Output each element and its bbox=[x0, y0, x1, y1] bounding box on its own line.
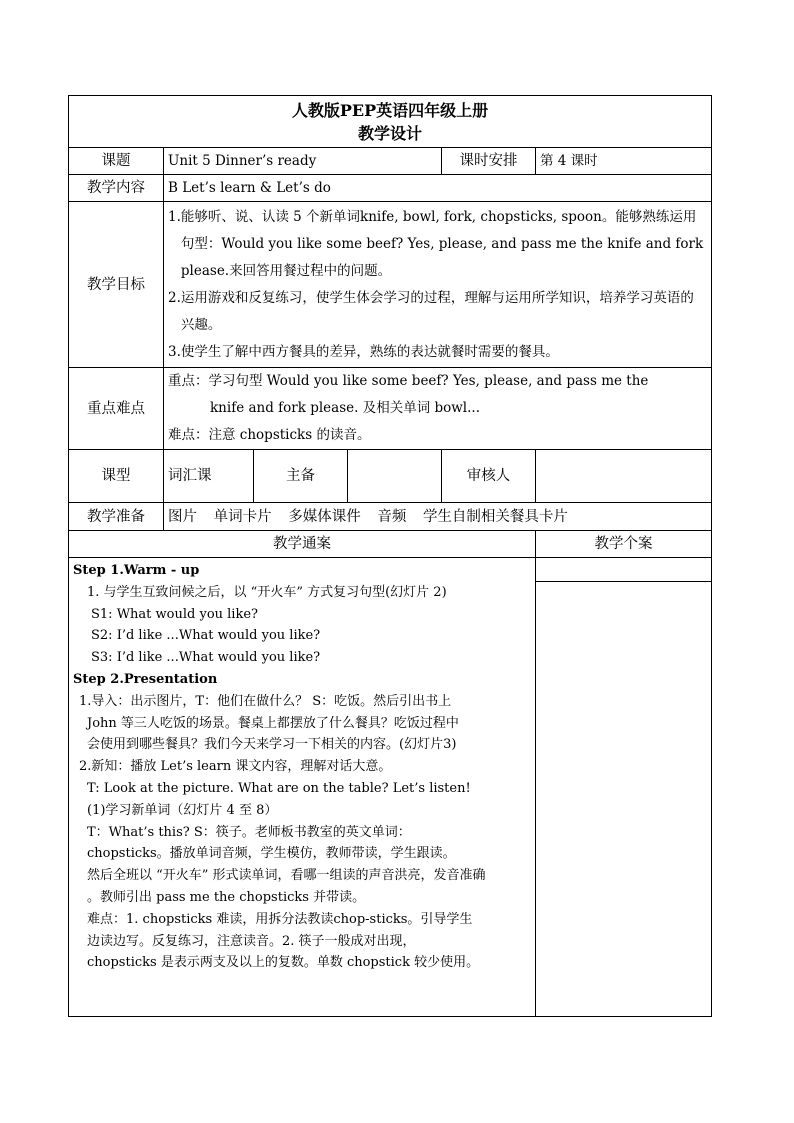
process-line: chopsticks 是表示两支及以上的复数。单数 chopstick 较少使用。 bbox=[87, 955, 480, 971]
lead-teacher-value bbox=[348, 450, 442, 503]
lesson-plan-table bbox=[68, 95, 712, 1017]
process-line: 2.新知：播放 Let’s learn 课文内容，理解对话大意。 bbox=[79, 759, 392, 775]
key-points-label: 重点难点 bbox=[69, 368, 164, 450]
goal-number: 1. bbox=[168, 208, 181, 225]
goal-text: 使学生了解中西方餐具的差异，熟练的表达就餐时需要的餐具。 bbox=[180, 343, 559, 360]
goal-text: 能够听、说、认读 5 个新单词knife, bowl, fork, chopsticks, spoon。能够熟练运用句型：Would you like some beef? Yes, please, and pass me the knife and fork please.来回答用餐过程中的问题。 bbox=[180, 208, 704, 279]
prep-label: 教学准备 bbox=[69, 503, 164, 531]
goal-item bbox=[168, 204, 707, 285]
goal-number: 2. bbox=[168, 289, 181, 306]
prep-item: 音频 bbox=[377, 508, 407, 525]
process-line: S2: I’d like ...What would you like? bbox=[91, 628, 321, 644]
document-title bbox=[69, 96, 712, 148]
difficulty-line: 难点：注意 chopsticks 的读音。 bbox=[168, 427, 371, 443]
goals-label: 教学目标 bbox=[69, 202, 164, 368]
goal-text: 运用游戏和反复练习，使学生体会学习的过程，理解与运用所学知识，培养学习英语的兴趣。 bbox=[180, 289, 694, 333]
title-line-1: 人教版PEP英语四年级上册 bbox=[291, 100, 489, 120]
reviewer-value bbox=[536, 450, 712, 503]
process-line: 然后全班以 “开火车” 形式读单词，看哪一组读的声音洪亮，发音准确 bbox=[87, 868, 486, 884]
prep-item: 学生自制相关餐具卡片 bbox=[422, 508, 568, 525]
goal-item bbox=[168, 339, 707, 366]
process-line: (1)学习新单词（幻灯片 4 至 8） bbox=[87, 802, 278, 818]
process-line: 难点：1. chopsticks 难读，用拆分法教读chop-sticks。引导学生 bbox=[87, 911, 473, 927]
prep-item: 图片 bbox=[168, 508, 197, 525]
topic-value: Unit 5 Dinner’s ready bbox=[164, 148, 442, 175]
prep-item: 单词卡片 bbox=[213, 508, 272, 525]
process-line: John 等三人吃饭的场景。餐桌上都摆放了什么餐具？吃饭过程中 bbox=[87, 715, 459, 731]
process-line: S3: I’d like ...What would you like? bbox=[91, 650, 321, 666]
goal-item bbox=[168, 285, 707, 339]
schedule-value: 第 4 课时 bbox=[536, 148, 712, 175]
schedule-label: 课时安排 bbox=[442, 148, 536, 175]
process-line: chopsticks。播放单词音频，学生模仿，教师带读，学生跟读。 bbox=[87, 846, 456, 862]
process-line: S1: What would you like? bbox=[91, 606, 259, 622]
key-point-line-2: knife and fork please. 及相关单词 bowl... bbox=[210, 400, 480, 416]
process-line: Step 2.Presentation bbox=[73, 671, 218, 687]
process-line: 会使用到哪些餐具？我们今天来学习一下相关的内容。(幻灯片3) bbox=[87, 737, 457, 753]
process-line: 边读边写。反复练习，注意读音。2. 筷子一般成对出现， bbox=[87, 933, 416, 949]
teaching-process bbox=[69, 558, 536, 1017]
content-label: 教学内容 bbox=[69, 175, 164, 202]
prep-item: 多媒体课件 bbox=[288, 508, 361, 525]
process-line: Step 1.Warm - up bbox=[73, 563, 200, 578]
process-line: 1.导入：出示图片，T：他们在做什么？ S：吃饭。然后引出书上 bbox=[79, 693, 452, 709]
process-line: T: Look at the picture. What are on the table? Let’s listen! bbox=[87, 780, 471, 796]
individual-plan-header: 教学个案 bbox=[536, 531, 712, 558]
reviewer-label: 审核人 bbox=[442, 450, 536, 503]
key-points-content bbox=[164, 368, 712, 450]
general-plan-header: 教学通案 bbox=[69, 531, 536, 558]
prep-items bbox=[164, 503, 712, 531]
lead-teacher-label: 主备 bbox=[254, 450, 348, 503]
individual-plan-divider bbox=[536, 558, 711, 582]
course-type-value: 词汇课 bbox=[164, 450, 254, 503]
process-line: 。教师引出 pass me the chopsticks 并带读。 bbox=[87, 889, 366, 905]
key-point-line-1: 重点：学习句型 Would you like some beef? Yes, please, and pass me the bbox=[168, 373, 649, 389]
course-type-label: 课型 bbox=[69, 450, 164, 503]
content-value: B Let’s learn & Let’s do bbox=[164, 175, 712, 202]
lesson-plan-page bbox=[68, 95, 711, 1019]
process-line: 1. 与学生互致问候之后，以 “开火车” 方式复习句型(幻灯片 2) bbox=[87, 584, 447, 600]
process-line: T：What’s this? S：筷子。老师板书教室的英文单词： bbox=[87, 824, 411, 840]
topic-label: 课题 bbox=[69, 148, 164, 175]
goal-number: 3. bbox=[168, 343, 181, 360]
title-line-2: 教学设计 bbox=[358, 123, 423, 143]
goals-list bbox=[164, 202, 712, 368]
individual-plan-cell bbox=[536, 558, 712, 1017]
